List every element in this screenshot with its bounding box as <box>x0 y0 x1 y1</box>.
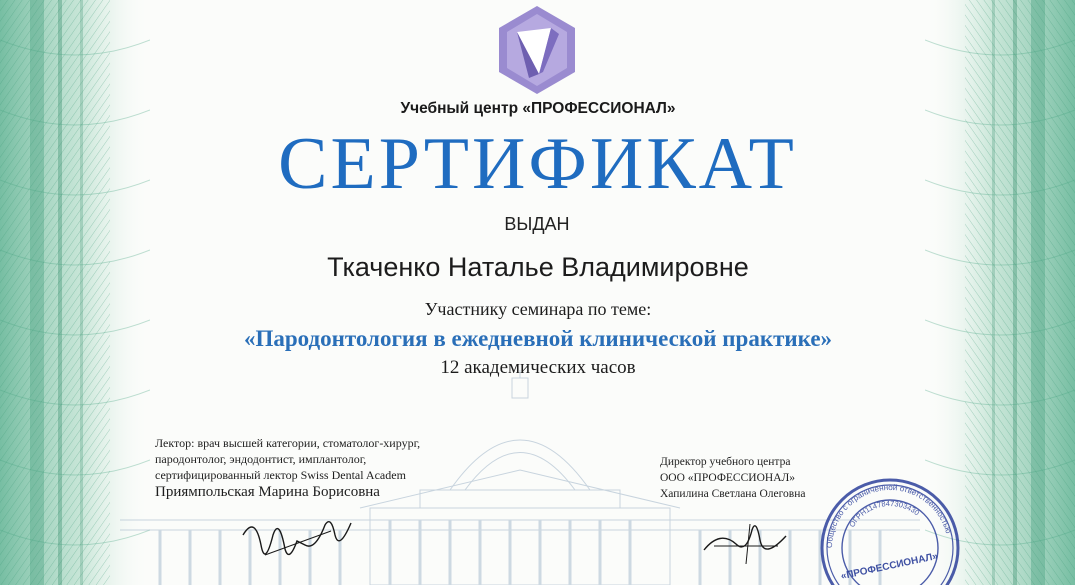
svg-text:«ПРОФЕССИОНАЛ»: «ПРОФЕССИОНАЛ» <box>840 550 939 583</box>
svg-text:Общество с ограниченной ответс: Общество с ограниченной ответственностью <box>824 482 954 549</box>
training-center-logo <box>495 4 579 96</box>
company-seal-stamp <box>815 473 965 585</box>
lecturer-description <box>155 435 465 483</box>
lecturer-name: Приямпольская Марина Борисовна <box>155 484 380 500</box>
issued-label: ВЫДАН <box>504 214 570 234</box>
director-line: ООО «ПРОФЕССИОНАЛ» <box>660 472 796 484</box>
director-line: Директор учебного центра <box>660 456 791 468</box>
academic-hours: 12 академических часов <box>440 357 636 378</box>
participant-label: Участнику семинара по теме: <box>424 299 652 319</box>
svg-text:ОГРН1147847303430: ОГРН1147847303430 <box>847 498 922 529</box>
certificate-title: СЕРТИФИКАТ <box>278 123 797 205</box>
recipient-name: Ткаченко Наталье Владимировне <box>327 252 749 282</box>
lecturer-description-line: пародонтолог, эндодонтист, имплантолог, <box>155 452 367 466</box>
director-signature <box>700 510 790 570</box>
seminar-topic: «Пародонтология в ежедневной клинической практике» <box>243 326 833 351</box>
organization-name: Учебный центр «ПРОФЕССИОНАЛ» <box>400 100 676 117</box>
lecturer-description-line: Лектор: врач высшей категории, стоматолог-хирург, <box>155 436 421 450</box>
lecturer-description-line: сертифицированный лектор Swiss Dental Academ <box>155 468 406 482</box>
lecturer-signature <box>235 505 355 575</box>
director-line: Хапилина Светлана Олеговна <box>660 488 806 500</box>
